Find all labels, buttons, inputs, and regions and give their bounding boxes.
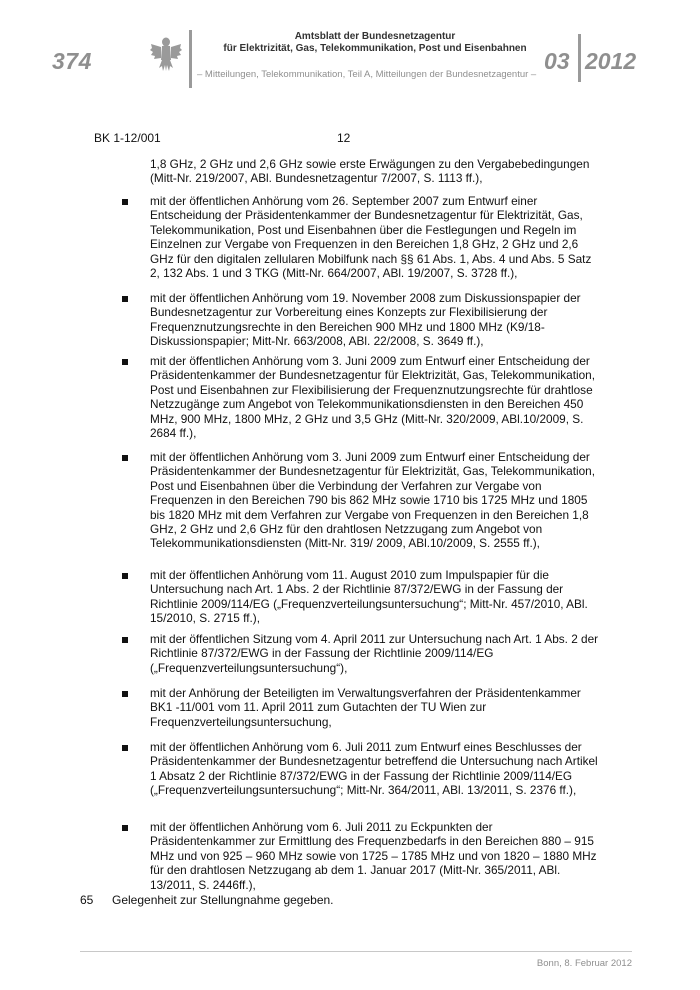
bullet-icon [122, 691, 128, 697]
list-item: mit der öffentlichen Sitzung vom 4. April 2011 zur Untersuchung nach Art. 1 Abs. 2 der Richtlinie 87/372/EWG in der Fassung der Richtlinie 2009/114/EG („Frequenzverteilungsuntersuchung“), [150, 632, 599, 675]
journal-title-line2: für Elektrizität, Gas, Telekommunikation, Post und Eisenbahnen [223, 43, 527, 54]
footer-date: Bonn, 8. Februar 2012 [536, 958, 632, 969]
list-item: mit der öffentlichen Anhörung vom 26. September 2007 zum Entwurf einer Entscheidung der Präsidentenkammer der Bundesnetzagentur für Elektrizität, Gas, Telekommunikation, Post und Eisenbahnen über die Festlegungen und Regeln im Einzelnen zur Vergabe von Frequenzen in den Bereichen 1,8 GHz, 2 GHz und 2,6 GHz für den digitalen zellularen Mobilfunk nach §§ 61 Abs. 1, Abs. 4 und Abs. 5 Satz 2, 132 Abs. 1 und 3 TKG (Mitt-Nr. 664/2007, ABl. 19/2007, S. 3728 ff.), [150, 194, 592, 281]
bullet-icon [122, 745, 128, 751]
closing-sentence: Gelegenheit zur Stellungnahme gegeben. [112, 893, 334, 907]
issue-number: 03 [544, 48, 570, 74]
footer-divider [80, 951, 632, 952]
list-item: mit der öffentlichen Anhörung vom 6. Juli 2011 zum Entwurf eines Beschlusses der Präsidentenkammer der Bundesnetzagentur betreffend die Untersuchung nach Artikel 1 Absatz 2 der Richtlinie 87/372/EWG in der Fassung der Richtlinie 2009/114/EG („Frequenzverteilungsuntersuchung“; Mitt-Nr. 364/2011, ABl. 13/2011, S. 2376 ff.), [150, 740, 598, 798]
list-item: mit der öffentlichen Anhörung vom 19. November 2008 zum Diskussionspapier der Bundesnetzagentur zur Vorbereitung eines Konzepts zur Flexibilisierung der Frequenznutzungsrechte in den Bereichen 900 MHz und 1800 MHz (K9/18-Diskussionspapier; Mitt-Nr. 663/2008, ABl. 22/2008, S. 3649 ff.), [150, 291, 581, 349]
bullet-icon [122, 199, 128, 205]
journal-title-line1: Amtsblatt der Bundesnetzagentur [294, 31, 456, 42]
bullet-icon [122, 637, 128, 643]
list-item: mit der öffentlichen Anhörung vom 11. August 2010 zum Impulspapier für die Untersuchung nach Art. 1 Abs. 2 der Richtlinie 87/372/EWG in der Fassung der Richtlinie 2009/114/EG („Frequenzverteilungsuntersuchung“; Mitt-Nr. 457/2010, ABl. 15/2010, S. 2715 ff.), [150, 568, 588, 626]
issue-divider [578, 34, 581, 82]
continuation-paragraph: 1,8 GHz, 2 GHz und 2,6 GHz sowie erste Erwägungen zu den Vergabebedingungen (Mitt-Nr. 219/2007, ABl. Bundesnetzagentur 7/2007, S. 1113 ff.), [150, 157, 590, 186]
list-item: mit der Anhörung der Beteiligten im Verwaltungsverfahren der Präsidentenkammer BK1 -11/001 vom 11. April 2011 zum Gutachten der TU Wien zur Frequenzverteilungsuntersuchung, [150, 686, 581, 729]
bullet-icon [122, 825, 128, 831]
list-item: mit der öffentlichen Anhörung vom 6. Juli 2011 zu Eckpunkten der Präsidentenkammer zur Ermittlung des Frequenzbedarfs in den Bereichen 880 – 915 MHz und von 925 – 960 MHz sowie von 1725 – 1785 MHz und von 1820 – 1880 MHz für den drahtlosen Netzzugang ab dem 1. Januar 2017 (Mitt-Nr. 365/2011, ABl. 13/2011, S. 2446ff.), [150, 820, 597, 892]
list-item: mit der öffentlichen Anhörung vom 3. Juni 2009 zum Entwurf einer Entscheidung der Präsidentenkammer der Bundesnetzagentur für Elektrizität, Gas, Telekommunikation, Post und Eisenbahnen über die Verbindung der Verfahren zur Vergabe von Frequenzen in den Bereichen 790 bis 862 MHz sowie 1710 bis 1725 MHz und 1805 bis 1820 MHz mit dem Verfahren zur Vergabe von Frequenzen in den Bereichen 1,8 GHz, 2 GHz und 2,6 GHz für den drahtlosen Netzzugang zum Angebot von Telekommunikationsdiensten (Mitt-Nr. 319/ 2009, ABl.10/2009, S. 2555 ff.), [150, 450, 596, 551]
bullet-icon [122, 296, 128, 302]
journal-subtitle: – Mitteilungen, Telekommunikation, Teil A, Mitteilungen der Bundesnetzagentur – [197, 69, 537, 80]
document-page-number: 12 [337, 131, 351, 145]
line-number: 65 [80, 893, 94, 907]
document-reference: BK 1-12/001 [94, 131, 161, 145]
bullet-icon [122, 573, 128, 579]
bullet-icon [122, 455, 128, 461]
page-number: 374 [52, 48, 92, 74]
federal-eagle-icon [150, 34, 182, 72]
bullet-icon [122, 359, 128, 365]
issue-year: 2012 [585, 48, 637, 74]
header-divider [189, 30, 192, 88]
list-item: mit der öffentlichen Anhörung vom 3. Juni 2009 zum Entwurf einer Entscheidung der Präsidentenkammer der Bundesnetzagentur für Elektrizität, Gas, Telekommunikation, Post und Eisenbahnen zur Flexibilisierung der Frequenznutzungsrechte für drahtlose Netzzugänge zum Angebot von Telekommunikationsdiensten in den Bereichen 450 MHz, 900 MHz, 1800 MHz, 2 GHz und 3,5 GHz (Mitt-Nr. 320/2009, ABl.10/2009, S. 2684 ff.), [150, 354, 596, 441]
